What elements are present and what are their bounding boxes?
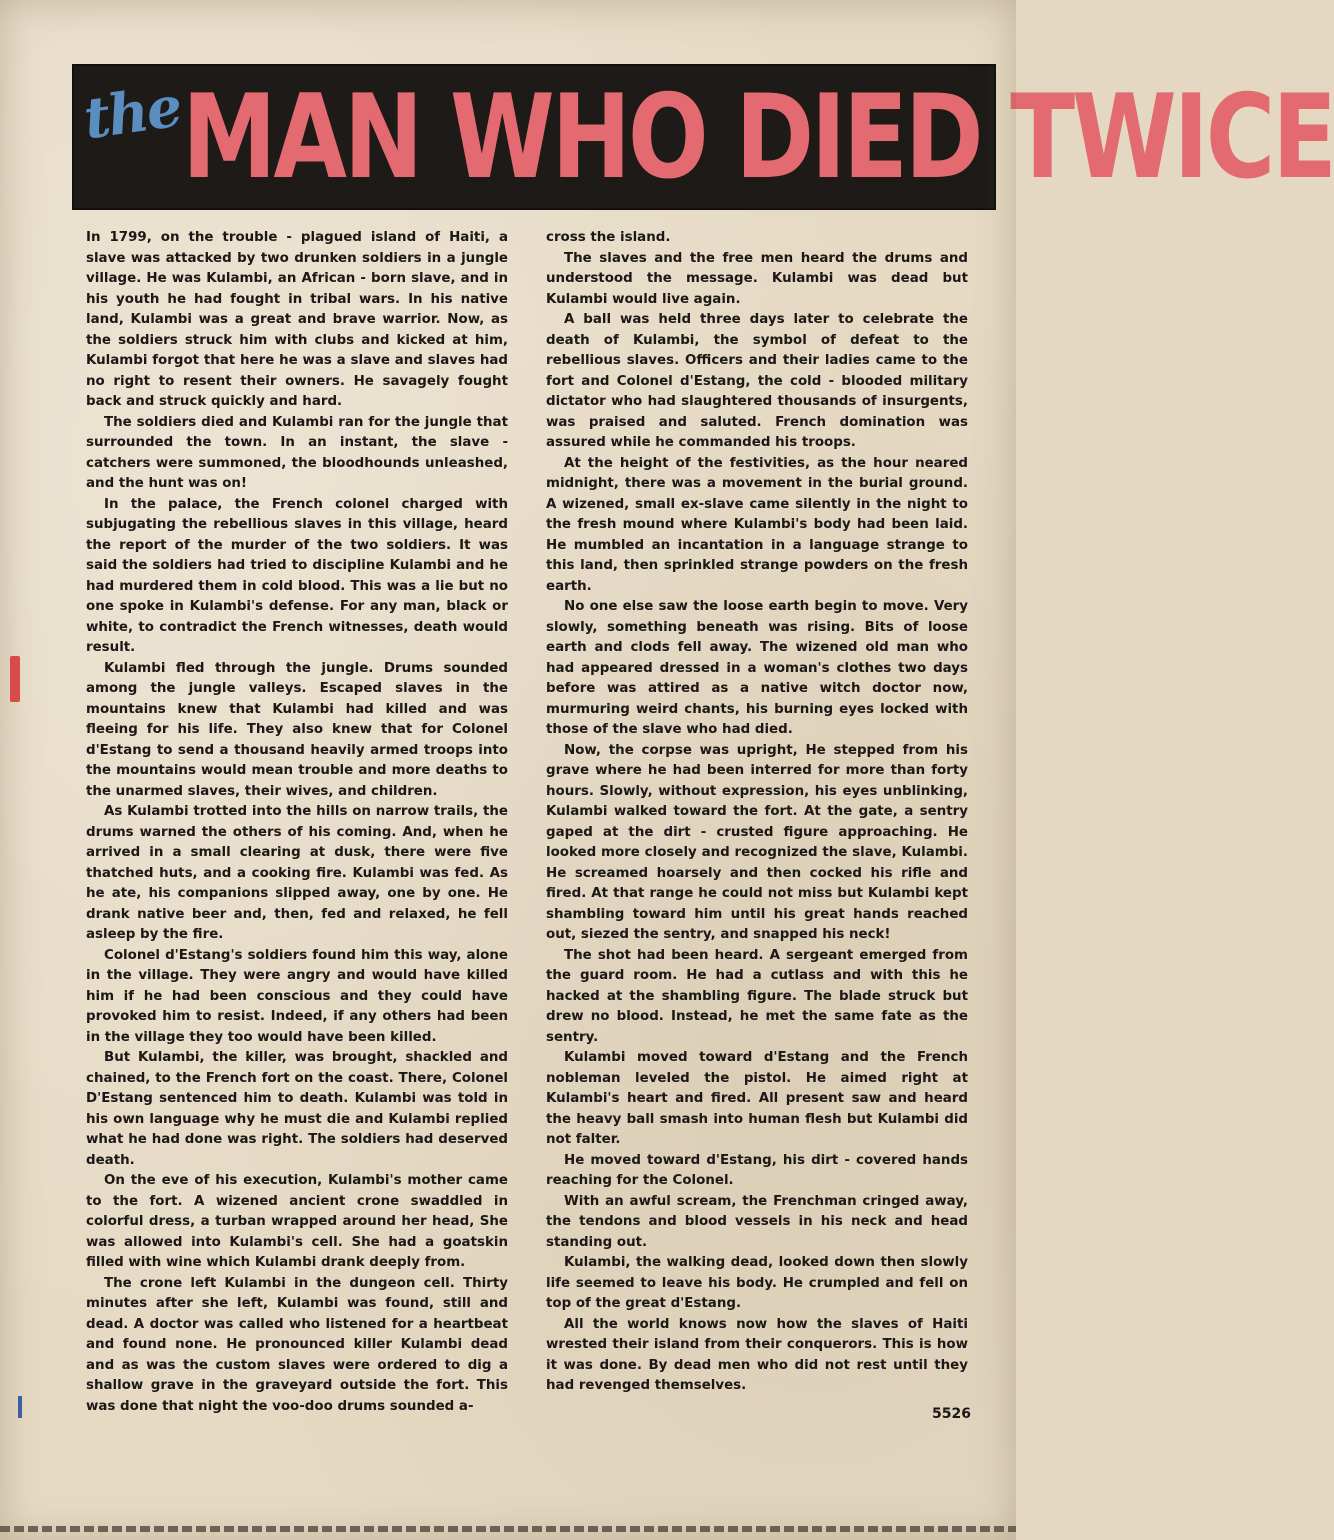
paragraph: As Kulambi trotted into the hills on narrow trails, the drums warned the others of his coming. And, when he arrived in a small clearing at dusk, there were five thatched huts, and a cooking fire. Kulambi was fed. As he ate, his companions slipped away, one by one. He drank native beer and, then, fed and relaxed, he fell asleep by the fire. — [86, 804, 508, 942]
bottom-edge-dashes — [0, 1526, 1016, 1532]
paragraph: Kulambi moved toward d'Estang and the French nobleman leveled the pistol. He aimed right at Kulambi's heart and fired. All present saw and heard the heavy ball smash into human flesh but Kulambi did not falter. — [546, 1050, 968, 1147]
paragraph: Kulambi fled through the jungle. Drums sounded among the jungle valleys. Escaped slaves in the mountains knew that Kulambi had killed and was fleeing for his life. They also knew that for Colonel d'Estang to send a thousand heavily armed troops into the mountains would mean trouble and more deaths to the unarmed slaves, their wives, and children. — [86, 660, 508, 799]
paragraph: In 1799, on the trouble - plagued island of Haiti, a slave was attacked by two drunken soldiers in a jungle village. He was Kulambi, an African - born slave, and in his youth he had fought in tribal wars. In his native land, Kulambi was a great and brave warrior. Now, as the soldiers struck him with clubs and kicked at him, Kulambi forgot that here he was a slave and slaves had no right to resent their owners. He savagely fought back and struck quickly and hard. — [86, 230, 508, 409]
right-column — [546, 228, 968, 1397]
paragraph: The shot had been heard. A sergeant emerged from the guard room. He had a cutlass and with this he hacked at the shambling figure. The blade struck but drew no blood. Instead, he met the same fate as the sentry. — [546, 947, 968, 1045]
title-prefix: the — [79, 73, 185, 153]
paragraph: The crone left Kulambi in the dungeon cell. Thirty minutes after she left, Kulambi was found, still and dead. A doctor was called who listened for a heartbeat and found none. He pronounced killer Kulambi dead and as was the custom slaves were ordered to dig a shallow grave in the graveyard outside the fort. This was done that night the voo-doo drums sounded a- — [86, 1275, 508, 1414]
paragraph: The slaves and the free men heard the drums and understood the message. Kulambi was dead but Kulambi would live again. — [546, 250, 968, 307]
paragraph: In the palace, the French colonel charged with subjugating the rebellious slaves in this village, heard the report of the murder of the two soldiers. It was said the soldiers had tried to discipline Kulambi and he had murdered them in cold blood. This was a lie but no one spoke in Kulambi's defense. For any man, black or white, to contradict the French witnesses, death would result. — [86, 496, 508, 655]
paragraph: Now, the corpse was upright, He stepped from his grave where he had been interred for more than forty hours. Slowly, without expression, his eyes unblinking, Kulambi walked toward the fort. At the gate, a sentry gaped at the dirt - crusted figure approaching. He looked more closely and recognized the slave, Kulambi. He screamed hoarsely and then cocked his rifle and fired. At that range he could not miss but Kulambi kept shambling toward him until his great hands reached out, siezed the sentry, and snapped his neck! — [546, 742, 968, 942]
page-code: 5526 — [932, 1406, 971, 1422]
paragraph: But Kulambi, the killer, was brought, shackled and chained, to the French fort on the coast. There, Colonel D'Estang sentenced him to death. Kulambi was told in his own language why he must die and Kulambi replied what he had done was right. The soldiers had deserved death. — [86, 1050, 508, 1168]
paragraph: All the world knows now how the slaves of Haiti wrested their island from their conquerors. This is how it was done. By dead men who did not rest until they had revenged themselves. — [546, 1316, 968, 1393]
title-banner — [72, 64, 1334, 210]
paragraph: He moved toward d'Estang, his dirt - covered hands reaching for the Colonel. — [546, 1152, 968, 1188]
paragraph: The soldiers died and Kulambi ran for the jungle that surrounded the town. In an instant, the slave - catchers were summoned, the bloodhounds unleashed, and the hunt was on! — [86, 414, 508, 491]
paragraph: Colonel d'Estang's soldiers found him this way, alone in the village. They were angry and would have killed him if he had been conscious and they could have provoked him to resist. Indeed, if any others had been in the village they too would have been killed. — [86, 947, 508, 1045]
paragraph: On the eve of his execution, Kulambi's mother came to the fort. A wizened ancient crone swaddled in colorful dress, a turban wrapped around her head, She was allowed into Kulambi's cell. She had a goatskin filled with wine which Kulambi drank deeply from. — [86, 1173, 508, 1270]
paragraph: With an awful scream, the Frenchman cringed away, the tendons and blood vessels in his neck and head standing out. — [546, 1193, 968, 1250]
paragraph: Kulambi, the walking dead, looked down then slowly life seemed to leave his body. He crumpled and fell on top of the great d'Estang. — [546, 1255, 968, 1311]
blue-margin-mark — [18, 1396, 22, 1418]
paragraph: A ball was held three days later to celebrate the death of Kulambi, the symbol of defeat to the rebellious slaves. Officers and their ladies came to the fort and Colonel d'Estang, the cold - blooded military dictator who had slaughtered thousands of insurgents, was praised and saluted. French domination was assured while he commanded his troops. — [546, 312, 968, 450]
paragraph: No one else saw the loose earth begin to move. Very slowly, something beneath was rising. Bits of loose earth and clods fell away. The wizened old man who had appeared dressed in a woman's clothes two days before was attired as a native witch doctor now, murmuring weird chants, his burning eyes locked with those of the slave who had died. — [546, 599, 968, 737]
paragraph: cross the island. — [546, 230, 671, 245]
paragraph: At the height of the festivities, as the hour neared midnight, there was a movement in the burial ground. A wizened, small ex-slave came silently in the night to the fresh mound where Kulambi's body had been laid. He mumbled an incantation in a language strange to this land, then sprinkled strange powders on the fresh earth. — [546, 455, 968, 594]
left-column — [86, 228, 508, 1417]
title-main: MAN WHO DIED TWICE — [182, 70, 1334, 205]
red-margin-mark — [10, 656, 20, 702]
